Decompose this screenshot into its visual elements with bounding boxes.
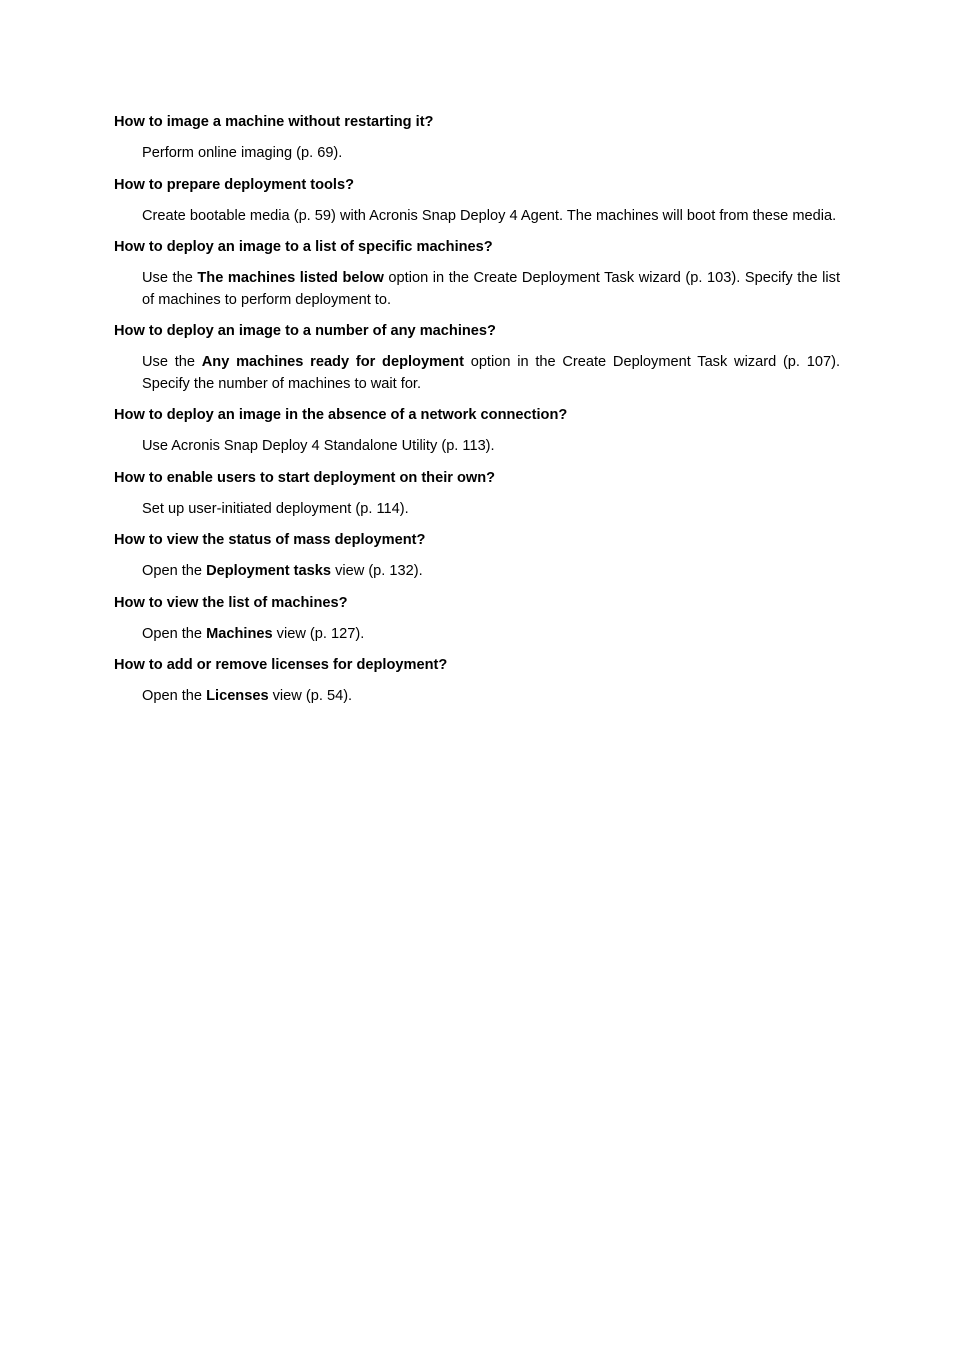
answer-text: Open the (142, 625, 207, 642)
faq-item (114, 112, 840, 165)
faq-answer (142, 268, 840, 311)
answer-text: option in the Create Deployment Task wizard (p. 103). Specify the list of machines to perform deployment to. (142, 270, 840, 308)
faq-answer (142, 499, 840, 521)
faq-question: How to add or remove licenses for deployment? (114, 657, 448, 673)
faq-question: How to enable users to start deployment on their own? (114, 469, 496, 486)
faq-item (114, 593, 840, 646)
answer-emphasis: Deployment tasks (206, 563, 332, 579)
faq-question: How to prepare deployment tools? (114, 176, 355, 193)
answer-text: Set up user-initiated deployment (p. 114). (142, 500, 409, 517)
answer-text: Use Acronis Snap Deploy 4 Standalone Utility (p. 113). (142, 438, 495, 454)
faq-item (114, 237, 840, 311)
answer-emphasis: The machines listed below (197, 270, 384, 286)
faq-question: How to image a machine without restarting it? (114, 114, 434, 130)
faq-question: How to deploy an image to a number of any machines? (114, 323, 496, 339)
faq-question: How to deploy an image to a list of specific machines? (114, 239, 493, 255)
faq-answer (142, 143, 840, 165)
faq-item (114, 405, 840, 458)
faq-answer (142, 686, 840, 708)
faq-answer (142, 624, 840, 646)
faq-answer (142, 206, 840, 228)
answer-text: view (p. 132). (331, 563, 423, 579)
answer-text: view (p. 127). (272, 625, 365, 642)
faq-list (114, 112, 840, 708)
answer-text: Use the (142, 270, 198, 286)
faq-answer (142, 352, 840, 395)
faq-question: How to deploy an image in the absence of a network connection? (114, 407, 568, 423)
answer-text: option in the Create Deployment Task wizard (p. 107). Specify the number of machines to wait for. (142, 354, 840, 392)
answer-text: Use the (142, 354, 202, 370)
faq-answer (142, 561, 840, 583)
faq-item (114, 655, 840, 708)
answer-emphasis: Any machines ready for deployment (201, 354, 464, 370)
faq-question: How to view the list of machines? (114, 594, 348, 611)
faq-question: How to view the status of mass deployment? (114, 532, 426, 548)
answer-text: Perform online imaging (p. 69). (142, 145, 343, 161)
faq-item (114, 468, 840, 521)
answer-text: Open the (142, 563, 207, 579)
faq-item (114, 321, 840, 395)
answer-emphasis: Machines (206, 625, 273, 642)
answer-emphasis: Licenses (206, 688, 269, 704)
faq-answer (142, 436, 840, 458)
answer-text: Open the (142, 688, 207, 704)
answer-text: Create bootable media (p. 59) with Acronis Snap Deploy 4 Agent. The machines will boot from these media. (142, 207, 837, 224)
faq-item (114, 175, 840, 228)
faq-item (114, 530, 840, 583)
document-page (114, 112, 840, 718)
answer-text: view (p. 54). (268, 688, 353, 704)
